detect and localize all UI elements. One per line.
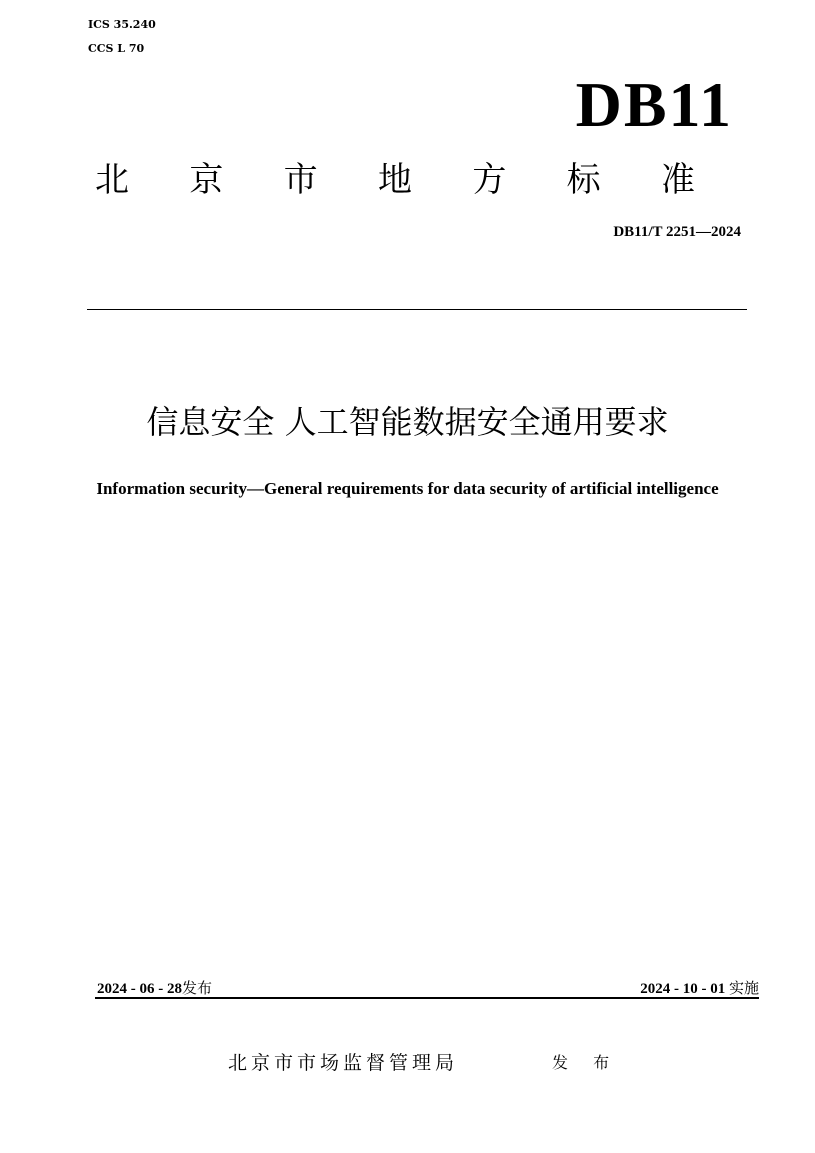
issued-label: 发 布	[552, 1053, 620, 1072]
standard-type-char: 准	[660, 160, 695, 200]
standard-type-char: 方	[472, 160, 507, 200]
title-chinese: 信息安全 人工智能数据安全通用要求	[146, 403, 669, 441]
implement-date-line	[640, 978, 759, 999]
standard-type-char: 地	[377, 160, 412, 200]
standard-type-char: 京	[189, 160, 224, 200]
header-divider	[87, 309, 747, 310]
standard-number: DB11/T 2251—2024	[613, 224, 741, 240]
issue-label: 发布	[182, 979, 213, 997]
standard-type-char: 北	[95, 160, 129, 200]
ics-code: ICS 35.240	[88, 18, 156, 31]
issuer-name: 北京市市场监督管理局	[228, 1052, 459, 1074]
db11-logo: DB11	[575, 69, 733, 140]
implement-label: 实施	[728, 979, 759, 997]
footer-divider	[95, 997, 759, 999]
ccs-code: CCS L 70	[88, 42, 145, 55]
standard-type-heading	[95, 160, 695, 200]
standard-type-char: 标	[566, 160, 601, 200]
standard-type-char: 市	[283, 160, 318, 200]
issue-date: 2024 - 06 - 28	[97, 981, 182, 997]
issue-date-line	[97, 978, 212, 999]
title-english: Information security—General requirements for data security of artificial intelligence	[96, 479, 719, 498]
implement-date: 2024 - 10 - 01	[640, 981, 726, 997]
